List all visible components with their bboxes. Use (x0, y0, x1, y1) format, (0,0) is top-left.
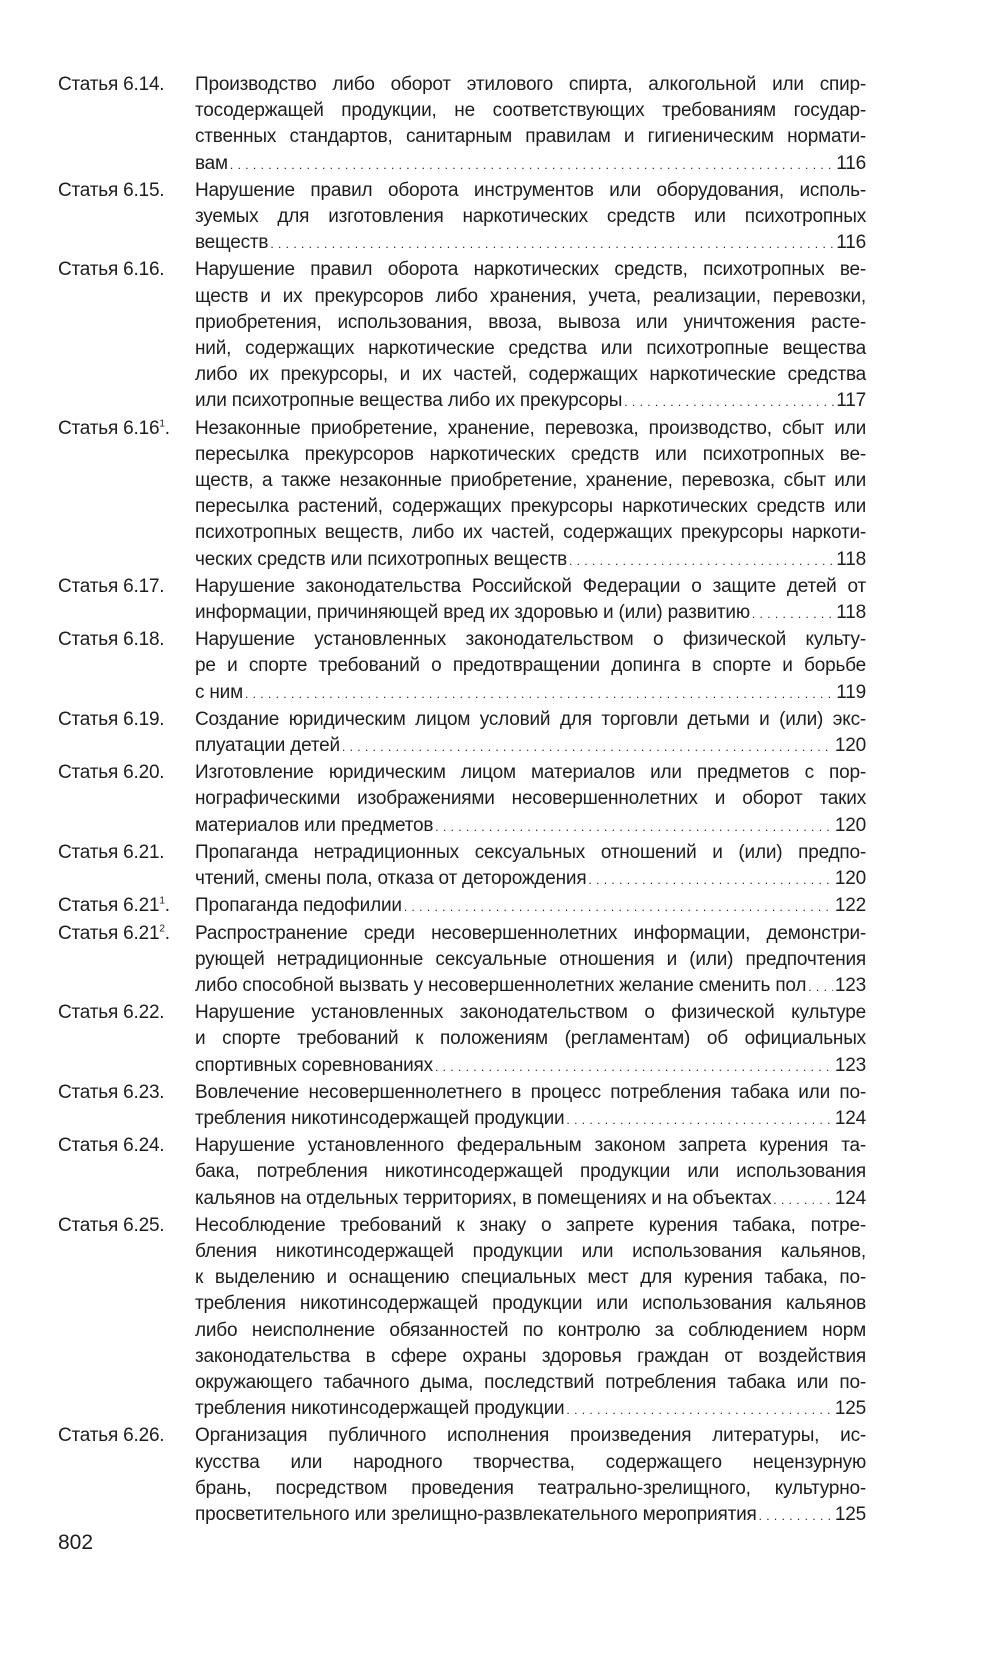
title-line: пересылка прекурсоров наркотических средств или психотропных ве- (195, 443, 866, 465)
article-title (195, 178, 866, 258)
title-last-line (195, 1186, 866, 1213)
article-superscript: 1 (159, 418, 165, 430)
title-line: приобретения, использования, ввоза, вывоза или уничтожения расте- (195, 311, 866, 333)
page-reference[interactable]: 122 (834, 895, 866, 917)
page-reference[interactable]: 123 (834, 974, 866, 996)
title-last-line (195, 813, 866, 840)
article-number: Статья 6.20. (58, 762, 165, 784)
article-title (195, 1000, 866, 1080)
toc-entry (58, 1133, 866, 1213)
title-line: либо неисполнение обязанностей по контролю за соблюдением норм (195, 1319, 866, 1341)
title-line: Несоблюдение требований к знаку о запрете курения табака, потре- (195, 1214, 866, 1236)
title-line: ственных стандартов, санитарным правилам и гигиеническим нормати- (195, 126, 866, 148)
article-label (58, 1213, 195, 1424)
page-reference[interactable]: 120 (834, 868, 866, 890)
article-title (195, 707, 866, 760)
title-line: к выделению и оснащению специальных мест для курения табака, по- (195, 1267, 866, 1289)
title-line: психотропных веществ, либо их частей, содержащих прекурсоры наркоти- (195, 522, 866, 544)
title-last-line (195, 230, 866, 257)
article-title (195, 627, 866, 707)
title-last-line (195, 151, 866, 178)
title-line: или психотропные вещества либо их прекурсоры (195, 390, 623, 412)
title-line: Нарушение правил оборота инструментов или оборудования, исполь- (195, 179, 866, 201)
page-reference[interactable]: 120 (834, 814, 866, 836)
title-line: требления никотинсодержащей продукции (195, 1398, 565, 1420)
title-line: Нарушение законодательства Российской Федерации о защите детей от (195, 575, 866, 597)
title-line: информации, причиняющей вред их здоровью и (или) развитию (195, 602, 750, 624)
article-label (58, 921, 195, 1001)
title-line: плуатации детей (195, 735, 340, 757)
title-line: Вовлечение несовершеннолетнего в процесс потребления табака или по- (195, 1081, 866, 1103)
title-line: веществ (195, 232, 269, 254)
title-line: и спорте требований к положениям (регламентам) об официальных (195, 1028, 866, 1050)
title-line: Пропаганда нетрадиционных сексуальных отношений и (или) предпо- (195, 841, 866, 863)
article-label (58, 178, 195, 258)
article-label (58, 707, 195, 760)
toc-entry (58, 707, 866, 760)
article-number: Статья 6.15. (58, 179, 165, 201)
title-line: Незаконные приобретение, хранение, перевозка, производство, сбыт или (195, 417, 866, 439)
dot-leader (230, 151, 834, 178)
toc-entry (58, 760, 866, 840)
article-number: Статья 6.21. (58, 841, 165, 863)
article-superscript: 2 (159, 923, 165, 935)
title-line: кальянов на отдельных территориях, в помещениях и на объектах (195, 1187, 772, 1209)
title-line: зуемых для изготовления наркотических средств или психотропных (195, 206, 866, 228)
page-reference[interactable]: 124 (834, 1107, 866, 1129)
title-line: материалов или предметов (195, 814, 434, 836)
article-number: Статья 6.21 (58, 922, 160, 944)
article-superscript: 1 (159, 895, 165, 907)
title-line: ческих средств или психотропных веществ (195, 548, 567, 570)
toc-entry (58, 840, 866, 893)
article-number: Статья 6.24. (58, 1135, 165, 1157)
article-number: Статья 6.16. (58, 259, 165, 281)
article-label (58, 1133, 195, 1213)
title-line: нографическими изображениями несовершеннолетних и оборот таких (195, 788, 866, 810)
toc-entry (58, 627, 866, 707)
page-reference[interactable]: 118 (836, 548, 866, 570)
article-label (58, 760, 195, 840)
article-title (195, 840, 866, 893)
page-number: 802 (58, 1531, 94, 1554)
title-line: рующей нетрадиционные сексуальные отношения и (или) предпочтения (195, 948, 866, 970)
article-label (58, 1423, 195, 1529)
title-last-line (195, 973, 866, 1000)
title-line: бака, потребления никотинсодержащей продукции или использования (195, 1161, 866, 1183)
table-of-contents (58, 72, 866, 1529)
article-number: Статья 6.26. (58, 1425, 165, 1447)
article-title (195, 760, 866, 840)
title-last-line (195, 600, 866, 627)
title-line: Нарушение установленных законодательством о физической культу- (195, 629, 866, 651)
dot-leader (566, 1106, 832, 1133)
article-title (195, 1213, 866, 1424)
title-line: Нарушение установленного федеральным законом запрета курения та- (195, 1135, 866, 1157)
article-number: Статья 6.14. (58, 74, 165, 95)
dot-leader (808, 973, 833, 1000)
title-line: Организация публичного исполнения произведения литературы, ис- (195, 1425, 866, 1447)
toc-entry (58, 1423, 866, 1529)
dot-leader (624, 388, 834, 415)
title-last-line (195, 893, 866, 920)
toc-entry (58, 178, 866, 258)
toc-entry (58, 257, 866, 415)
article-title (195, 257, 866, 415)
title-line: требления никотинсодержащей продукции или использования кальянов (195, 1293, 866, 1315)
page-reference[interactable]: 125 (834, 1398, 866, 1420)
article-number: Статья 6.21 (58, 895, 160, 917)
page-reference[interactable]: 123 (834, 1054, 866, 1076)
toc-entry (58, 416, 866, 574)
title-last-line (195, 547, 866, 574)
article-number: Статья 6.17. (58, 575, 165, 597)
title-line: требления никотинсодержащей продукции (195, 1107, 565, 1129)
dot-leader (342, 733, 833, 760)
page-reference[interactable]: 124 (834, 1187, 866, 1209)
title-line: кусства или народного творчества, содержащего нецензурную (195, 1451, 866, 1473)
title-line: пересылка растений, содержащих прекурсоры наркотических средств или (195, 496, 866, 518)
article-number: Статья 6.18. (58, 629, 165, 651)
toc-entry (58, 72, 866, 178)
dot-leader (245, 680, 834, 707)
title-line: ний, содержащих наркотические средства или психотропные вещества (195, 338, 866, 360)
dot-leader (569, 547, 834, 574)
article-number: Статья 6.25. (58, 1214, 165, 1236)
page-reference[interactable]: 119 (836, 681, 866, 703)
title-line: ре и спорте требований о предотвращении допинга в спорте и борьбе (195, 655, 866, 677)
page-reference[interactable]: 116 (836, 152, 866, 174)
dot-leader (435, 1053, 833, 1080)
article-number: Статья 6.19. (58, 708, 165, 730)
toc-entry (58, 1080, 866, 1133)
article-title (195, 1423, 866, 1529)
article-number-end: . (164, 417, 170, 439)
title-line: Нарушение установленных законодательством о физической культуре (195, 1002, 866, 1024)
article-title (195, 1080, 866, 1133)
article-title (195, 1133, 866, 1213)
title-last-line (195, 1502, 866, 1529)
title-line: законодательства в сфере охраны здоровья граждан от воздействия (195, 1345, 866, 1367)
title-line: спортивных соревнованиях (195, 1054, 433, 1076)
toc-entry (58, 574, 866, 627)
toc-entry (58, 1213, 866, 1424)
title-last-line (195, 866, 866, 893)
title-line: вам (195, 152, 228, 174)
title-line: ществ и их прекурсоров либо хранения, учета, реализации, перевозки, (195, 285, 866, 307)
title-line: либо способной вызвать у несовершеннолетних желание сменить пол (195, 974, 807, 996)
dot-leader (588, 866, 832, 893)
dot-leader (759, 1502, 833, 1529)
title-line: окружающего табачного дыма, последствий потребления табака или по- (195, 1371, 866, 1393)
toc-entry (58, 1000, 866, 1080)
article-title (195, 72, 866, 178)
article-label (58, 1000, 195, 1080)
article-number-end: . (164, 922, 170, 944)
article-title (195, 416, 866, 574)
article-number: Статья 6.16 (58, 417, 160, 439)
dot-leader (773, 1186, 833, 1213)
title-line: Производство либо оборот этилового спирта, алкогольной или спир- (195, 74, 866, 95)
article-title (195, 921, 866, 1001)
article-number-end: . (164, 895, 170, 917)
article-label (58, 72, 195, 178)
article-label (58, 840, 195, 893)
article-number: Статья 6.22. (58, 1002, 165, 1024)
page-reference[interactable]: 120 (834, 735, 866, 757)
title-last-line (195, 1396, 866, 1423)
page-reference[interactable]: 118 (836, 602, 866, 624)
dot-leader (752, 600, 834, 627)
dot-leader (435, 813, 833, 840)
article-number: Статья 6.23. (58, 1081, 165, 1103)
article-label (58, 1080, 195, 1133)
article-label (58, 574, 195, 627)
title-line: либо их прекурсоры, и их частей, содержащих наркотические средства (195, 364, 866, 386)
title-line: брань, посредством проведения театрально-зрелищного, культурно- (195, 1477, 866, 1499)
article-label (58, 416, 195, 574)
title-line: Распространение среди несовершеннолетних информации, демонстри- (195, 922, 866, 944)
dot-leader (404, 893, 833, 920)
article-label (58, 893, 195, 920)
dot-leader (566, 1396, 832, 1423)
dot-leader (270, 230, 834, 257)
title-line: Изготовление юридическим лицом материалов или предметов с пор- (195, 762, 866, 784)
title-last-line (195, 1106, 866, 1133)
title-line: Создание юридическим лицом условий для торговли детьми и (или) экс- (195, 708, 866, 730)
title-line: ществ, а также незаконные приобретение, хранение, перевозка, сбыт или (195, 470, 866, 492)
article-label (58, 627, 195, 707)
title-line: Нарушение правил оборота наркотических средств, психотропных ве- (195, 259, 866, 281)
title-last-line (195, 1053, 866, 1080)
title-line: с ним (195, 681, 243, 703)
article-label (58, 257, 195, 415)
page-reference[interactable]: 116 (836, 232, 866, 254)
toc-entry (58, 893, 866, 920)
title-line: Пропаганда педофилии (195, 895, 402, 917)
article-title (195, 893, 866, 920)
title-line: чтений, смены пола, отказа от деторождения (195, 868, 587, 890)
title-last-line (195, 733, 866, 760)
article-title (195, 574, 866, 627)
title-line: тосодержащей продукции, не соответствующих требованиям государ- (195, 100, 866, 122)
title-line: бления никотинсодержащей продукции или использования кальянов, (195, 1240, 866, 1262)
title-line: просветительного или зрелищно-развлекательного мероприятия (195, 1503, 757, 1525)
toc-entry (58, 921, 866, 1001)
page-reference[interactable]: 125 (834, 1503, 866, 1525)
title-last-line (195, 680, 866, 707)
page-reference[interactable]: 117 (836, 390, 866, 412)
title-last-line (195, 388, 866, 415)
